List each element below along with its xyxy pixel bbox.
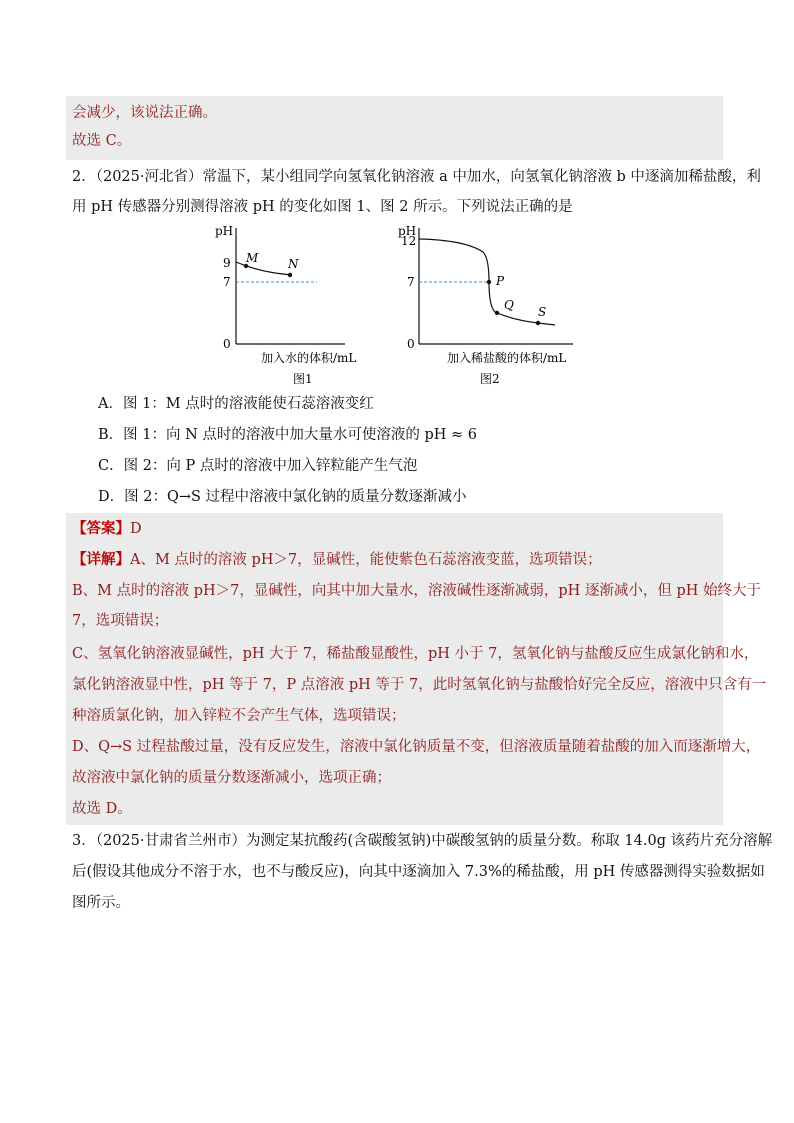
figure-1 bbox=[205, 222, 375, 392]
q3-stem-line1: 3．（2025·甘肃省兰州市）为测定某抗酸药(含碳酸氢钠)中碳酸氢钠的质量分数。称取 14.0g 该药片充分溶解 bbox=[72, 833, 773, 849]
q2-answer-line bbox=[72, 518, 142, 540]
fig2-ylabel: pH bbox=[398, 224, 417, 238]
q2-detail-line-1 bbox=[72, 549, 602, 571]
fig1-tick-9: 9 bbox=[223, 256, 231, 270]
detail-text: A、M 点时的溶液 pH＞7，显碱性，能使紫色石蕊溶液变蓝，选项错误； bbox=[130, 552, 602, 568]
fig2-tick-0: 0 bbox=[407, 337, 415, 351]
q3-stem-line3: 图所示。 bbox=[72, 895, 130, 911]
fig2-tick-12: 12 bbox=[401, 234, 417, 248]
fig2-caption: 图2 bbox=[480, 372, 500, 386]
fig1-label-m: M bbox=[246, 251, 259, 265]
answer-value: D bbox=[130, 521, 142, 537]
answer-tag: 【答案】 bbox=[72, 520, 130, 537]
q2-detail-line-4: C、氢氧化钠溶液显碱性，pH 大于 7，稀盐酸显酸性，pH 小于 7，氢氧化钠与盐酸反应生成氯化钠和水， bbox=[72, 646, 759, 662]
fig1-ylabel: pH bbox=[215, 224, 234, 238]
prev-answer-line: 会减少，该说法正确。 bbox=[72, 105, 217, 121]
option-d: D．图 2：Q→S 过程中溶液中氯化钠的质量分数逐渐减小 bbox=[98, 489, 467, 505]
detail-tag: 【详解】 bbox=[72, 551, 130, 568]
q3-stem-line2: 后(假设其他成分不溶于水，也不与酸反应)，向其中逐滴加入 7.3%的稀盐酸，用 pH 传感器测得实验数据如 bbox=[72, 864, 765, 880]
option-c: C．图 2：向 P 点时的溶液中加入锌粒能产生气泡 bbox=[98, 458, 418, 474]
q2-detail-line-5: 氯化钠溶液显中性，pH 等于 7，P 点溶液 pH 等于 7，此时氢氧化钠与盐酸恰好完全反应，溶液中只含有一 bbox=[72, 677, 767, 693]
fig2-tick-7: 7 bbox=[407, 275, 415, 289]
q2-detail-line-7: D、Q→S 过程盐酸过量，没有反应发生，溶液中氯化钠质量不变，但溶液质量随着盐酸的加入而逐渐增大， bbox=[72, 739, 761, 755]
fig1-caption: 图1 bbox=[293, 372, 313, 386]
option-a: A．图 1：M 点时的溶液能使石蕊溶液变红 bbox=[98, 396, 374, 412]
fig1-label-n: N bbox=[288, 257, 299, 271]
q2-detail-line-6: 种溶质氯化钠，加入锌粒不会产生气体，选项错误； bbox=[72, 708, 406, 724]
fig2-point-q bbox=[495, 311, 499, 315]
q2-detail-line-8: 故溶液中氯化钠的质量分数逐渐减小，选项正确； bbox=[72, 770, 391, 786]
figure-2 bbox=[395, 222, 595, 392]
q2-stem-line1: 2．（2025·河北省）常温下，某小组同学向氢氧化钠溶液 a 中加水，向氢氧化钠溶液 b 中逐滴加稀盐酸，利 bbox=[72, 169, 761, 185]
option-b: B．图 1：向 N 点时的溶液中加大量水可使溶液的 pH ≈ 6 bbox=[98, 427, 478, 443]
prev-answer-choice: 故选 C。 bbox=[72, 133, 132, 149]
q2-stem-line2: 用 pH 传感器分别测得溶液 pH 的变化如图 1、图 2 所示。下列说法正确的是 bbox=[72, 199, 573, 215]
fig1-point-n bbox=[288, 273, 292, 277]
q2-detail-line-2: B、M 点时的溶液 pH＞7，显碱性，向其中加大量水，溶液碱性逐渐减弱，pH 逐渐减小，但 pH 始终大于 bbox=[72, 583, 762, 599]
fig1-curve bbox=[236, 262, 291, 275]
fig2-point-s bbox=[536, 321, 540, 325]
fig2-label-s: S bbox=[538, 305, 547, 319]
fig2-label-p: P bbox=[496, 274, 505, 288]
fig2-point-p bbox=[487, 280, 491, 284]
fig2-label-q: Q bbox=[504, 298, 514, 312]
fig1-xlabel: 加入水的体积/mL bbox=[261, 351, 357, 365]
q2-detail-line-3: 7，选项错误； bbox=[72, 613, 169, 629]
fig1-tick-7: 7 bbox=[223, 275, 231, 289]
fig1-tick-0: 0 bbox=[223, 337, 231, 351]
q2-detail-line-9: 故选 D。 bbox=[72, 801, 132, 817]
fig2-xlabel: 加入稀盐酸的体积/mL bbox=[447, 351, 567, 365]
